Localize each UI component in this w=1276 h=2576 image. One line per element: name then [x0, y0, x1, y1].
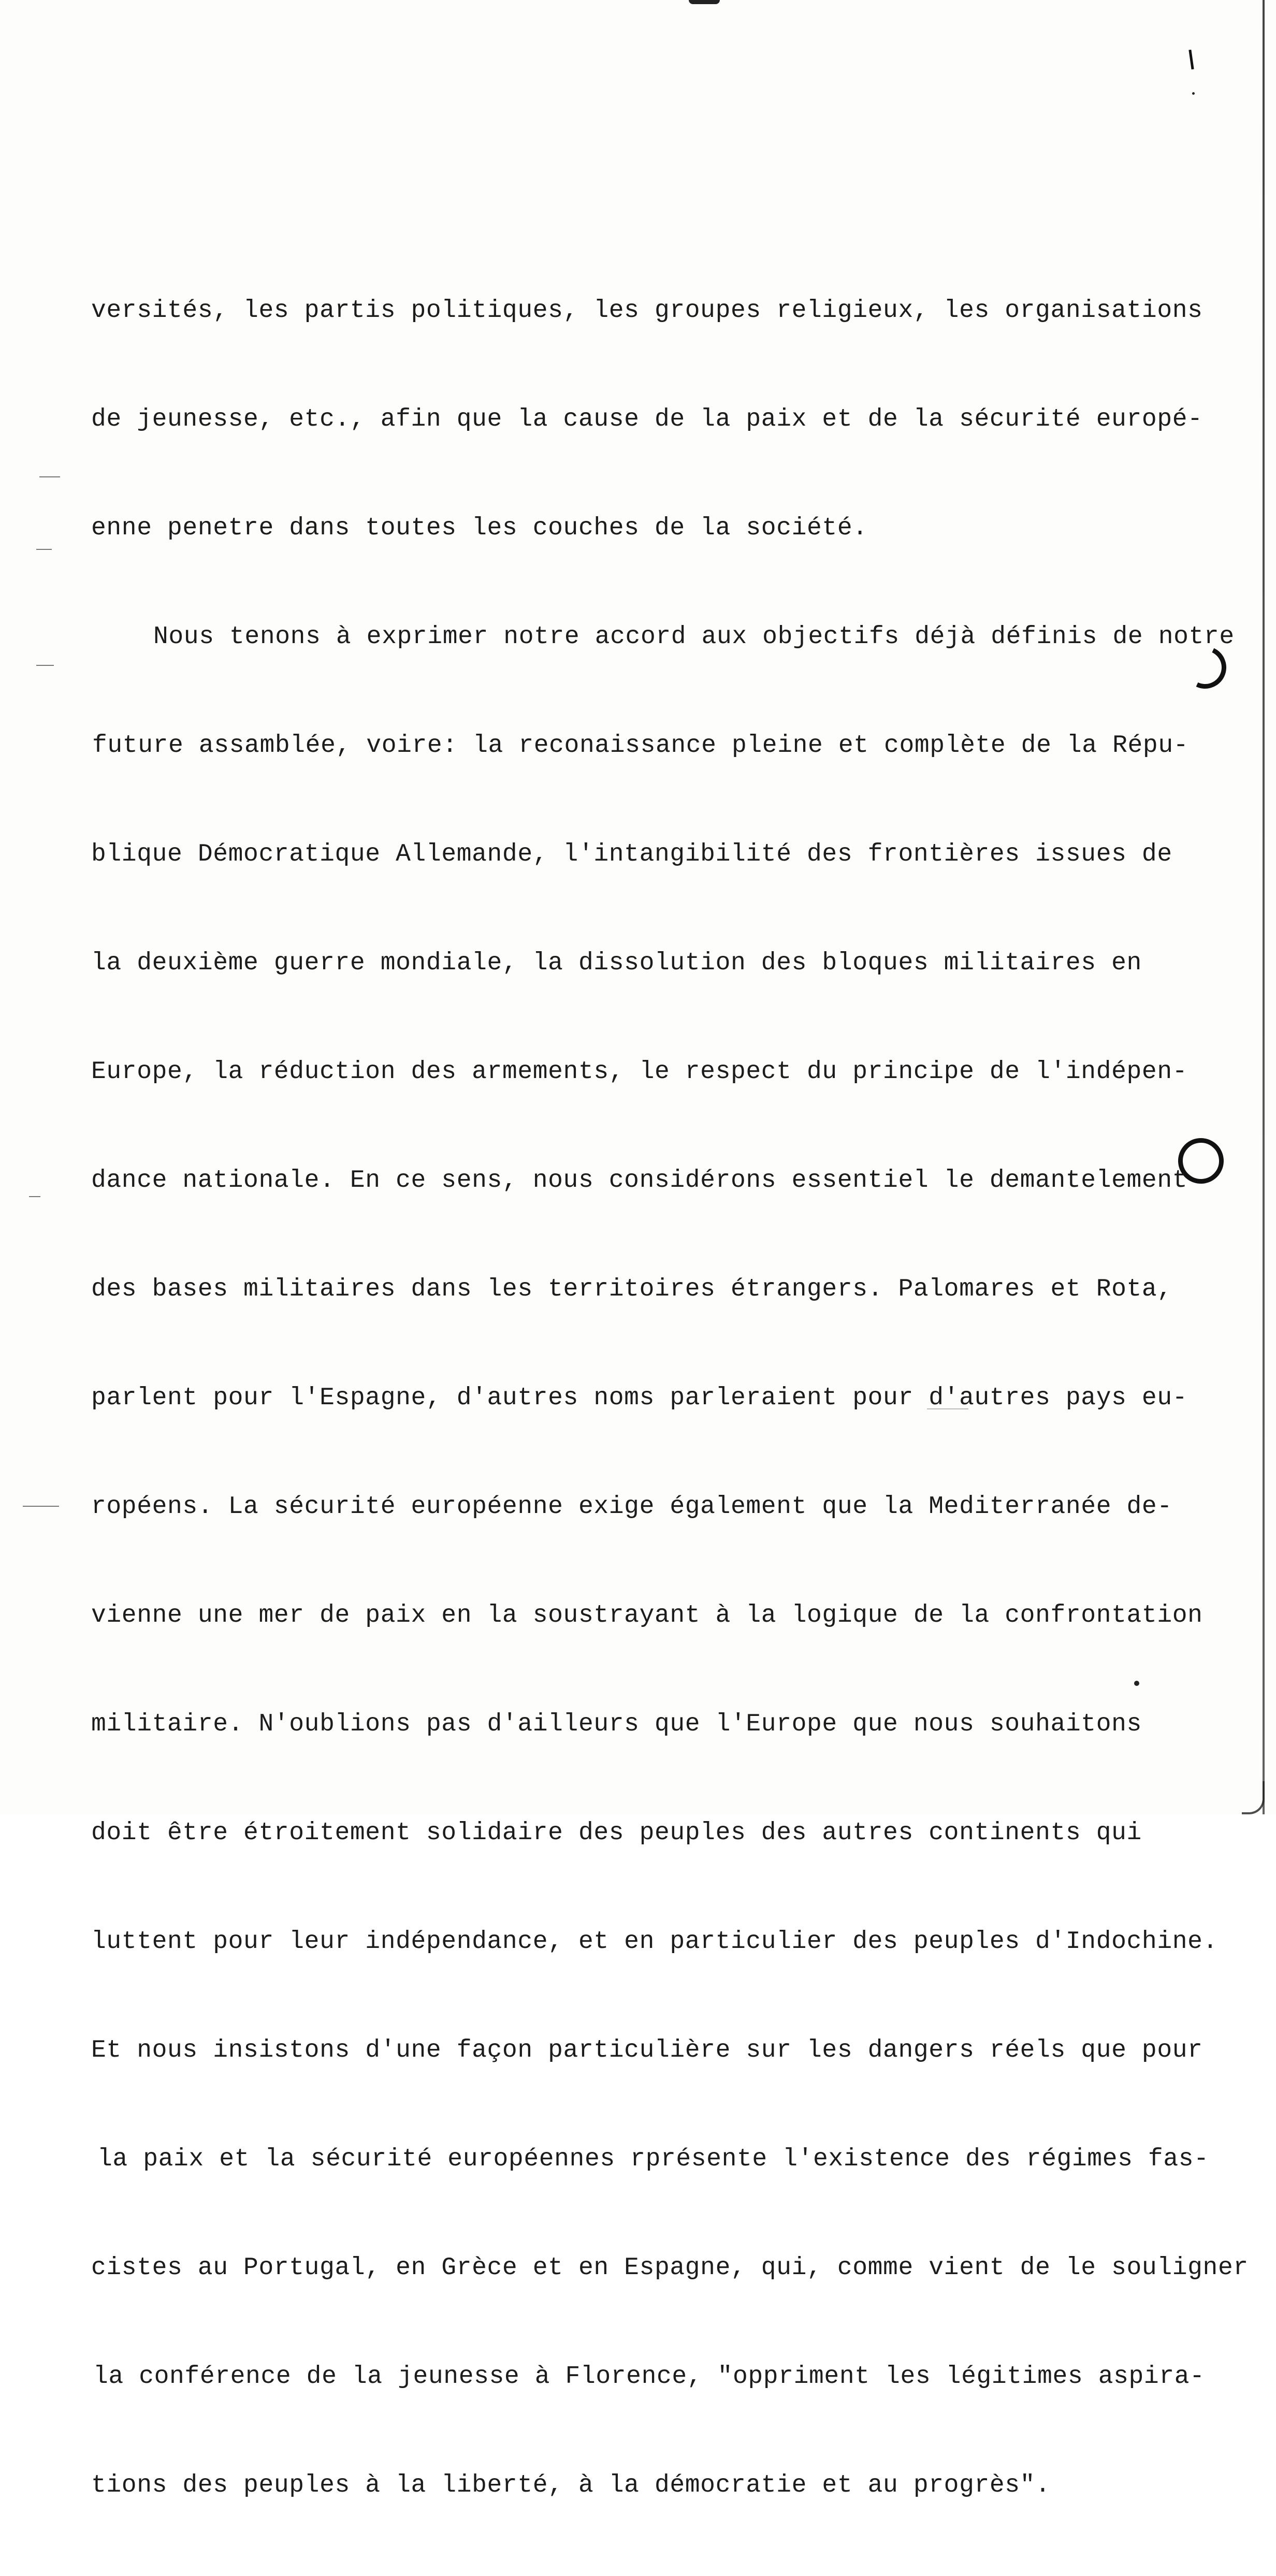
scan-margin-mark — [29, 1196, 40, 1197]
text-line: parlent pour l'Espagne, d'autres noms parleraient pour d'autres pays eu- — [91, 1384, 1188, 1412]
text-line: militaire. N'oublions pas d'ailleurs que l'Europe que nous souhaitons — [91, 1710, 1142, 1738]
text-line: blique Démocratique Allemande, l'intangibilité des frontières issues de — [91, 840, 1172, 868]
text-line: future assamblée, voire: la reconaissance pleine et complète de la Répu- — [92, 732, 1189, 760]
text-line: Europe, la réduction des armements, le respect du principe de l'indépen- — [91, 1058, 1188, 1086]
text-line: vienne une mer de paix en la soustrayant à la logique de la confrontation — [91, 1602, 1203, 1629]
scan-artifact-top — [689, 0, 720, 4]
text-line: Nous tenons à exprimer notre accord aux objectifs déjà définis de notre — [153, 623, 1235, 651]
paper-edge-right — [1263, 0, 1265, 1814]
text-line: Et nous insistons d'une façon particulière sur les dangers réels que pour — [91, 2036, 1203, 2064]
scan-margin-mark — [36, 665, 54, 666]
document-body — [91, 220, 1263, 2576]
text-line: cistes au Portugal, en Grèce et en Espagne, qui, comme vient de le souligner — [91, 2254, 1249, 2282]
text-line: luttent pour leur indépendance, et en particulier des peuples d'Indochine. — [91, 1928, 1218, 1956]
scan-speck — [1192, 92, 1195, 95]
text-line: doit être étroitement solidaire des peuples des autres continents qui — [91, 1819, 1142, 1847]
scan-margin-mark — [36, 549, 52, 550]
text-line: la conférence de la jeunesse à Florence, "oppriment les légitimes aspira- — [93, 2363, 1205, 2391]
text-line: tions des peuples à la liberté, à la démocratie et au progrès". — [91, 2471, 1051, 2499]
scan-margin-mark — [39, 476, 60, 477]
text-line: enne penetre dans toutes les couches de la société. — [91, 514, 868, 542]
text-line: de jeunesse, etc., afin que la cause de la paix et de la sécurité europé- — [91, 405, 1203, 433]
scan-margin-mark — [23, 1506, 59, 1507]
text-line: la paix et la sécurité européennes rprésente l'existence des régimes fas- — [97, 2145, 1209, 2173]
text-line: la deuxième guerre mondiale, la dissolution des bloques militaires en — [91, 949, 1142, 977]
text-line: des bases militaires dans les territoires étrangers. Palomares et Rota, — [91, 1275, 1172, 1303]
text-line: versités, les partis politiques, les groupes religieux, les organisations — [91, 297, 1203, 325]
scan-artifact-tick — [1188, 50, 1194, 69]
text-line: dance nationale. En ce sens, nous considérons essentiel le demantelement — [91, 1167, 1188, 1195]
text-line: ropéens. La sécurité européenne exige également que la Mediterranée de- — [91, 1493, 1172, 1521]
